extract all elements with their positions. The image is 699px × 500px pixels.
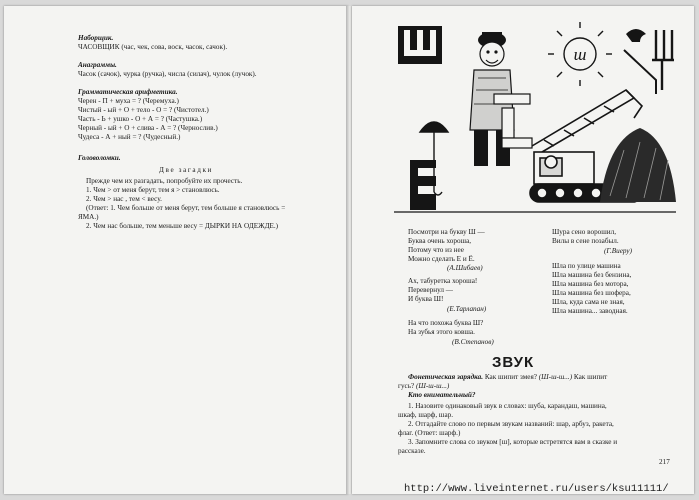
phonetic-line-2a: гусь?: [398, 382, 416, 390]
poem5-line: Шла машина без шофера,: [552, 289, 631, 297]
task-line: рассказе.: [398, 447, 426, 455]
haystack-icon: [600, 128, 676, 202]
anagrams-heading: Анаграммы.: [78, 61, 117, 69]
section-title: ЗВУК: [492, 354, 535, 371]
typesetter-heading: Наборщик.: [78, 34, 114, 42]
typesetter-text: ЧАСОВЩИК (час, чек, сова, воск, часок, сачок).: [78, 43, 228, 51]
task-line: 1. Назовите одинаковый звук в словах: шуба, карандаш, машина,: [408, 402, 607, 410]
right-page: [352, 6, 694, 494]
phonetic-line-1: [408, 373, 607, 382]
phonetic-answer-2: (Ш-ш-ш...): [416, 382, 450, 390]
poem5-line: Шла, куда сама не зная,: [552, 298, 625, 306]
riddles-line: 2. Чем нас больше, тем меньше весу = ДЫРКИ НА ОДЕЖДЕ.): [86, 222, 279, 230]
anagrams-text: Часок (сачок), чурка (ручка), числа (силач), чулок (лучок).: [78, 70, 257, 78]
poem1-author: (А.Шибаев): [447, 264, 483, 272]
riddles-line: ЯМА.): [78, 213, 99, 221]
task-line: флаг. (Ответ: шарф.): [398, 429, 461, 437]
sun-letter: ш: [573, 45, 587, 64]
illustration: [394, 20, 676, 218]
phonetic-label: Фонетическая зарядка.: [408, 373, 484, 381]
poem1-line: Буква очень хороша,: [408, 237, 472, 245]
task-line: шкаф, шарф, шар.: [398, 411, 454, 419]
poem2-line: Перевернул —: [408, 286, 453, 294]
riddles-line: Прежде чем их разгадать, попробуйте их прочесть.: [86, 177, 243, 185]
phonetic-answer-1: (Ш-ш-ш...): [538, 373, 573, 381]
phonetic-text-2: Как шипит: [572, 373, 608, 381]
poem5-line: Шла машина... заводная.: [552, 307, 628, 315]
arithmetic-line: Черен - П + муха = ? (Черемуха.): [78, 97, 179, 105]
arithmetic-line: Черный - ый + О + слива - А = ? (Чернослив.): [78, 124, 218, 132]
watermark-url: http://www.liveinternet.ru/users/ksu11111/: [404, 483, 669, 495]
poem5-line: Шла машина без бензина,: [552, 271, 632, 279]
task-line: 3. Запомните слова со звуком [ш], которые встретятся вам в сказке и: [408, 438, 618, 446]
poem1-line: Посмотри на букву Ш —: [408, 228, 485, 236]
poem2-author: (Е.Тарлапан): [447, 305, 487, 313]
phonetic-text: Как шипит змея?: [483, 373, 539, 381]
poem4-line: Шура сено ворошил,: [552, 228, 617, 236]
phonetic-line-2: [398, 382, 449, 391]
poem1-line: Можно сделать Е и Ё.: [408, 255, 475, 263]
riddles-line: 2. Чем > нас , тем < весу.: [86, 195, 162, 203]
poem3-author: (В.Степанов): [452, 338, 494, 346]
riddles-line: (Ответ: 1. Чем больше от меня берут, тем больше я становлюсь =: [86, 204, 286, 212]
arithmetic-line: Чистый - ый + О + тело - О = ? (Чистотел.): [78, 106, 209, 114]
poem3-line: На зубья этого ковша.: [408, 328, 475, 336]
attentive-heading: Кто внимательный?: [408, 391, 476, 399]
arithmetic-line: Чудеса - А + ный = ? (Чудесный.): [78, 133, 181, 141]
arithmetic-line: Часть - Ь + ушко - О + А = ? (Частушка.): [78, 115, 203, 123]
poem4-author: (Г.Виеру): [604, 247, 632, 255]
letter-sh-block-icon: [398, 26, 442, 64]
puzzles-heading: Головоломки.: [78, 154, 121, 162]
poem3-line: На что похожа буква Ш?: [408, 319, 484, 327]
poem5-line: Шла по улице машина: [552, 262, 621, 270]
poem2-line: Ах, табуретка хороша!: [408, 277, 478, 285]
letter-e-block-icon: [410, 160, 436, 210]
poem4-line: Вилы в сене позабыл.: [552, 237, 619, 245]
riddles-title: Две загадки: [159, 166, 214, 174]
poem2-line: И буква Ш!: [408, 295, 444, 303]
page-number: 217: [659, 458, 670, 466]
poem1-line: Потому что из нее: [408, 246, 464, 254]
arithmetic-heading: Грамматическая арифметика.: [78, 88, 178, 96]
left-page: [4, 6, 348, 494]
task-line: 2. Отгадайте слово по первым звукам названий: шар, арбуз, ракета,: [408, 420, 614, 428]
poem5-line: Шла машина без мотора,: [552, 280, 629, 288]
riddles-line: 1. Чем > от меня берут, тем я > становлюсь.: [86, 186, 220, 194]
